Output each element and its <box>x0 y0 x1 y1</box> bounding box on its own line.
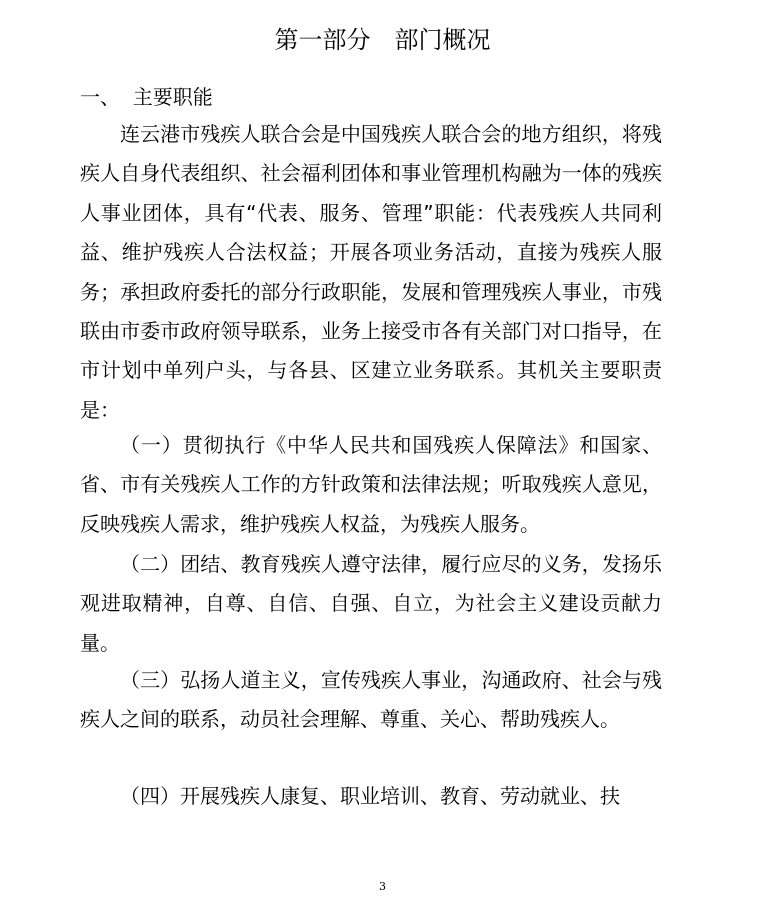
paragraph-duty-1: （一）贯彻执行《中华人民共和国残疾人保障法》和国家、省、市有关残疾人工作的方针政策和法律法规；听取残疾人意见，反映残疾人需求，维护残疾人权益，为残疾人服务。 <box>80 433 662 536</box>
section-heading: 一、 主要职能 <box>80 85 213 109</box>
paragraph-duty-3: （三）弘扬人道主义，宣传残疾人事业，沟通政府、社会与残疾人之间的联系，动员社会理解、尊重、关心、帮助残疾人。 <box>80 668 662 732</box>
paragraph-duty-4: （四）开展残疾人康复、职业培训、教育、劳动就业、扶 <box>120 784 620 808</box>
page-number: 3 <box>379 880 386 893</box>
paragraph-intro: 连云港市残疾人联合会是中国残疾人联合会的地方组织，将残疾人自身代表组织、社会福利团体和事业管理机构融为一体的残疾人事业团体，具有“代表、服务、管理”职能：代表残疾人共同利益、维护残疾人合法权益；开展各项业务活动，直接为残疾人服务；承担政府委托的部分行政职能，发展和管理残疾人事业，市残联由市委市政府领导联系，业务上接受市各有关部门对口指导，在市计划中单列户头，与各县、区建立业务联系。其机关主要职责是： <box>80 122 662 422</box>
page-title: 第一部分 部门概况 <box>274 26 491 54</box>
paragraph-duty-2: （二）团结、教育残疾人遵守法律，履行应尽的义务，发扬乐观进取精神，自尊、自信、自强、自立，为社会主义建设贡献力量。 <box>80 552 662 655</box>
